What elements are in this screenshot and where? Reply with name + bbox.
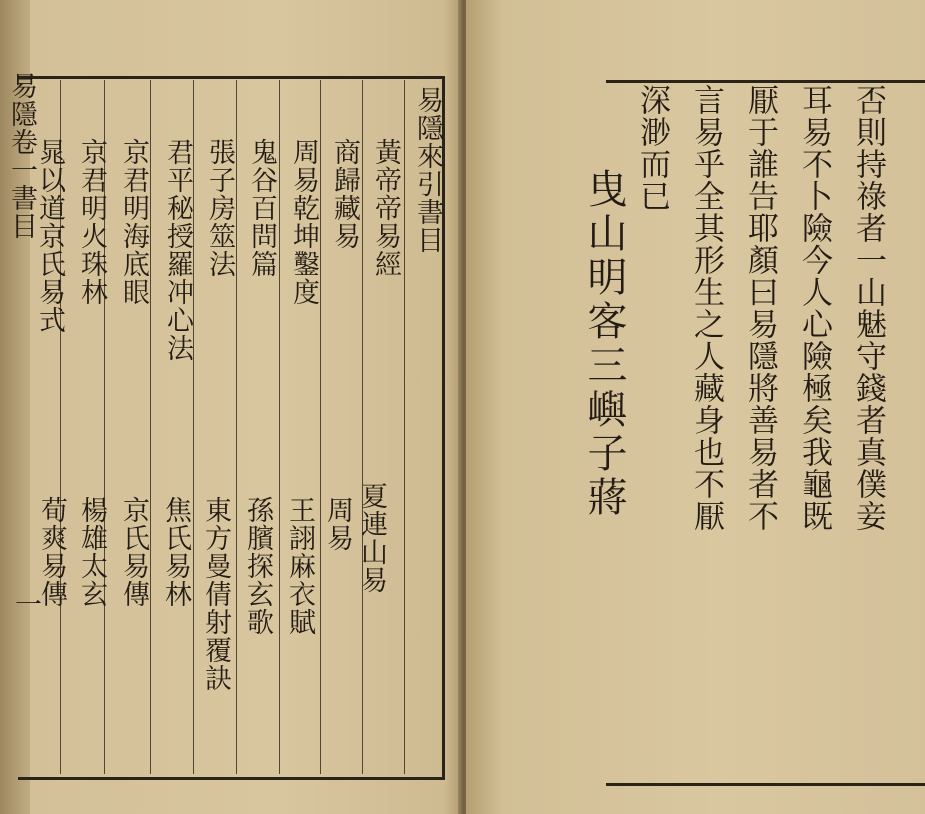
book-entry: 鬼谷百問篇: [246, 138, 277, 278]
book-entry: 孫臏探玄歌: [242, 496, 273, 636]
book-entry: 京君明火珠林: [76, 138, 107, 306]
book-entry: 周易: [322, 496, 353, 552]
margin-title: 易隱卷一書目: [6, 72, 37, 240]
text-column: 耳易不卜險今人心險極矣我龜既: [796, 84, 832, 532]
book-entry: 京氏易傳: [118, 496, 149, 608]
book-entry: 焦氏易林: [160, 496, 191, 608]
book-entry: 黃帝帝易經: [370, 138, 401, 278]
book-entry: 荀爽易傳: [36, 496, 67, 608]
preface-signature: 曳山明客三嶼子蔣: [581, 168, 627, 520]
book-entry: 京君明海底眼: [118, 138, 149, 306]
book-entry: 楊雄太玄: [76, 496, 107, 608]
text-column: 言易乎全其形生之人藏身也不厭: [688, 84, 724, 532]
page-number: 一: [10, 590, 41, 618]
left-page: [0, 0, 462, 814]
book-entry: 晁以道京氏易式: [34, 138, 65, 334]
text-column: 否則持祿者一山魅守錢者真僕妾: [850, 84, 886, 532]
right-page: [466, 0, 925, 814]
text-column: 深渺而已: [634, 84, 670, 212]
page-heading: 易隱來引書目: [412, 86, 443, 254]
text-column: 厭于誰告耶顏曰易隱將善易者不: [742, 84, 778, 532]
book-entry: 東方曼倩射覆訣: [200, 496, 231, 692]
book-entry: 君平秘授羅冲心法: [162, 138, 193, 362]
book-entry: 商歸藏易: [329, 138, 360, 250]
book-entry: 夏連山易: [356, 482, 387, 594]
book-entry: 王詡麻衣賦: [284, 496, 315, 636]
book-entry: 周易乾坤鑿度: [288, 138, 319, 306]
book-entry: 張子房筮法: [204, 138, 235, 278]
